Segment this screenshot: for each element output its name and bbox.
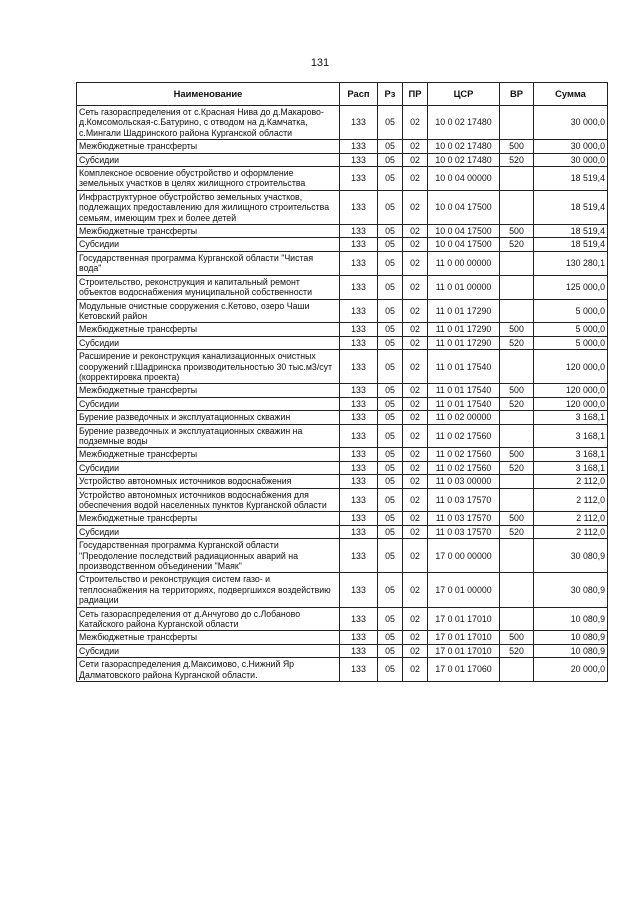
cell-csr: 11 0 03 17570 — [428, 512, 500, 525]
cell-rz: 05 — [378, 488, 403, 512]
table-header-row — [77, 83, 608, 106]
table-row — [77, 384, 608, 397]
cell-pr: 02 — [403, 461, 428, 474]
cell-csr: 10 0 02 17480 — [428, 153, 500, 166]
table-row — [77, 397, 608, 410]
cell-rasp: 133 — [340, 525, 378, 538]
cell-sum: 2 112,0 — [534, 488, 608, 512]
cell-sum: 30 000,0 — [534, 140, 608, 153]
cell-pr: 02 — [403, 644, 428, 657]
cell-rz: 05 — [378, 251, 403, 275]
cell-name: Строительство, реконструкция и капитальный ремонт объектов водоснабжения муниципальной собственности — [77, 275, 340, 299]
cell-name: Строительство и реконструкция систем газо- и теплоснабжения на территориях, подвергшихся воздействию радиации — [77, 573, 340, 607]
cell-name: Межбюджетные трансферты — [77, 140, 340, 153]
cell-pr: 02 — [403, 167, 428, 191]
cell-csr: 11 0 01 17290 — [428, 336, 500, 349]
cell-pr: 02 — [403, 106, 428, 140]
cell-rasp: 133 — [340, 644, 378, 657]
cell-vr — [500, 475, 534, 488]
cell-rz: 05 — [378, 238, 403, 251]
table-row — [77, 488, 608, 512]
cell-sum: 130 280,1 — [534, 251, 608, 275]
cell-name: Бурение разведочных и эксплуатационных скважин — [77, 411, 340, 424]
cell-rz: 05 — [378, 350, 403, 384]
table-row — [77, 336, 608, 349]
cell-rz: 05 — [378, 299, 403, 323]
cell-vr — [500, 658, 534, 682]
cell-pr: 02 — [403, 512, 428, 525]
cell-rz: 05 — [378, 323, 403, 336]
cell-csr: 11 0 01 17540 — [428, 384, 500, 397]
cell-sum: 30 000,0 — [534, 106, 608, 140]
table-row — [77, 512, 608, 525]
cell-sum: 3 168,1 — [534, 424, 608, 448]
cell-rasp: 133 — [340, 475, 378, 488]
cell-csr: 11 0 03 17570 — [428, 488, 500, 512]
cell-csr: 11 0 03 00000 — [428, 475, 500, 488]
cell-rasp: 133 — [340, 539, 378, 573]
cell-rasp: 133 — [340, 140, 378, 153]
cell-vr — [500, 424, 534, 448]
cell-rasp: 133 — [340, 384, 378, 397]
cell-name: Государственная программа Курганской области "Преодоление последствий радиационных аварий на производственном объединении "Маяк" — [77, 539, 340, 573]
cell-csr: 10 0 04 00000 — [428, 167, 500, 191]
cell-pr: 02 — [403, 190, 428, 224]
cell-pr: 02 — [403, 573, 428, 607]
cell-pr: 02 — [403, 251, 428, 275]
cell-name: Субсидии — [77, 153, 340, 166]
cell-rz: 05 — [378, 539, 403, 573]
cell-sum: 10 080,9 — [534, 631, 608, 644]
cell-pr: 02 — [403, 350, 428, 384]
cell-vr: 500 — [500, 225, 534, 238]
cell-csr: 10 0 02 17480 — [428, 140, 500, 153]
cell-vr — [500, 106, 534, 140]
cell-csr: 17 0 00 00000 — [428, 539, 500, 573]
cell-rasp: 133 — [340, 658, 378, 682]
cell-csr: 10 0 04 17500 — [428, 190, 500, 224]
cell-vr — [500, 251, 534, 275]
cell-vr — [500, 573, 534, 607]
cell-csr: 11 0 02 17560 — [428, 461, 500, 474]
cell-vr — [500, 350, 534, 384]
cell-vr — [500, 190, 534, 224]
table-row — [77, 140, 608, 153]
cell-name: Межбюджетные трансферты — [77, 323, 340, 336]
cell-sum: 20 000,0 — [534, 658, 608, 682]
cell-sum: 5 000,0 — [534, 323, 608, 336]
cell-csr: 17 0 01 17060 — [428, 658, 500, 682]
cell-rasp: 133 — [340, 397, 378, 410]
cell-vr: 520 — [500, 525, 534, 538]
cell-name: Межбюджетные трансферты — [77, 631, 340, 644]
cell-rz: 05 — [378, 658, 403, 682]
cell-rz: 05 — [378, 644, 403, 657]
cell-rasp: 133 — [340, 225, 378, 238]
cell-sum: 125 000,0 — [534, 275, 608, 299]
cell-rasp: 133 — [340, 275, 378, 299]
cell-csr: 10 0 04 17500 — [428, 225, 500, 238]
cell-csr: 11 0 01 17290 — [428, 323, 500, 336]
cell-name: Инфраструктурное обустройство земельных участков, подлежащих предоставлению для жилищного строительства семьям, имеющим трех и более детей — [77, 190, 340, 224]
cell-rz: 05 — [378, 190, 403, 224]
cell-sum: 3 168,1 — [534, 461, 608, 474]
cell-sum: 18 519,4 — [534, 225, 608, 238]
cell-vr — [500, 275, 534, 299]
cell-sum: 10 080,9 — [534, 607, 608, 631]
cell-csr: 11 0 02 17560 — [428, 448, 500, 461]
cell-sum: 3 168,1 — [534, 448, 608, 461]
cell-rasp: 133 — [340, 607, 378, 631]
cell-vr: 520 — [500, 153, 534, 166]
cell-pr: 02 — [403, 539, 428, 573]
cell-rasp: 133 — [340, 448, 378, 461]
cell-sum: 5 000,0 — [534, 299, 608, 323]
cell-name: Комплексное освоение обустройство и оформление земельных участков в целях жилищного строительства — [77, 167, 340, 191]
cell-rasp: 133 — [340, 488, 378, 512]
cell-name: Расширение и реконструкция канализационных очистных сооружений г.Шадринска производительностью 30 тыс.м3/сут (корректировка проекта) — [77, 350, 340, 384]
cell-sum: 18 519,4 — [534, 238, 608, 251]
cell-pr: 02 — [403, 397, 428, 410]
cell-vr: 520 — [500, 397, 534, 410]
cell-csr: 10 0 04 17500 — [428, 238, 500, 251]
table-row — [77, 461, 608, 474]
table-row — [77, 275, 608, 299]
cell-name: Субсидии — [77, 525, 340, 538]
cell-pr: 02 — [403, 225, 428, 238]
cell-csr: 11 0 02 17560 — [428, 424, 500, 448]
cell-rasp: 133 — [340, 153, 378, 166]
cell-name: Бурение разведочных и эксплуатационных скважин на подземные воды — [77, 424, 340, 448]
cell-name: Межбюджетные трансферты — [77, 512, 340, 525]
table-row — [77, 475, 608, 488]
cell-rasp: 133 — [340, 350, 378, 384]
cell-rasp: 133 — [340, 461, 378, 474]
cell-vr: 520 — [500, 461, 534, 474]
cell-sum: 2 112,0 — [534, 512, 608, 525]
cell-pr: 02 — [403, 658, 428, 682]
cell-rasp: 133 — [340, 323, 378, 336]
cell-rasp: 133 — [340, 238, 378, 251]
table-row — [77, 350, 608, 384]
cell-name: Модульные очистные сооружения с.Кетово, озеро Чаши Кетовский район — [77, 299, 340, 323]
cell-sum: 18 519,4 — [534, 190, 608, 224]
cell-csr: 11 0 00 00000 — [428, 251, 500, 275]
table-row — [77, 167, 608, 191]
cell-vr — [500, 411, 534, 424]
table-row — [77, 225, 608, 238]
cell-rz: 05 — [378, 106, 403, 140]
cell-pr: 02 — [403, 475, 428, 488]
cell-vr: 500 — [500, 512, 534, 525]
cell-pr: 02 — [403, 140, 428, 153]
cell-sum: 120 000,0 — [534, 384, 608, 397]
cell-rasp: 133 — [340, 251, 378, 275]
cell-pr: 02 — [403, 631, 428, 644]
header-sum: Сумма — [534, 83, 608, 106]
cell-name: Сеть газораспределения от д.Анчугово до с.Лобаново Катайского района Курганской области — [77, 607, 340, 631]
cell-name: Субсидии — [77, 461, 340, 474]
cell-pr: 02 — [403, 275, 428, 299]
cell-pr: 02 — [403, 323, 428, 336]
table-row — [77, 539, 608, 573]
cell-vr: 500 — [500, 384, 534, 397]
cell-name: Сеть газораспределения от с.Красная Нива до д.Макарово-д.Комсомольская-с.Батурино, с отводом на д.Камчатка, с.Мингали Шадринского района Курганской области — [77, 106, 340, 140]
cell-name: Субсидии — [77, 238, 340, 251]
cell-pr: 02 — [403, 336, 428, 349]
cell-pr: 02 — [403, 607, 428, 631]
cell-rasp: 133 — [340, 631, 378, 644]
cell-vr: 520 — [500, 336, 534, 349]
budget-table — [76, 82, 608, 682]
cell-name: Субсидии — [77, 336, 340, 349]
cell-vr: 520 — [500, 644, 534, 657]
cell-pr: 02 — [403, 488, 428, 512]
cell-vr — [500, 167, 534, 191]
table-body — [77, 106, 608, 682]
cell-pr: 02 — [403, 238, 428, 251]
cell-rz: 05 — [378, 140, 403, 153]
table-row — [77, 299, 608, 323]
cell-sum: 10 080,9 — [534, 644, 608, 657]
cell-rz: 05 — [378, 512, 403, 525]
cell-csr: 11 0 02 00000 — [428, 411, 500, 424]
header-rasp: Расп — [340, 83, 378, 106]
cell-vr — [500, 299, 534, 323]
cell-rasp: 133 — [340, 106, 378, 140]
cell-sum: 18 519,4 — [534, 167, 608, 191]
header-pr: ПР — [403, 83, 428, 106]
cell-csr: 11 0 03 17570 — [428, 525, 500, 538]
cell-pr: 02 — [403, 525, 428, 538]
cell-name: Государственная программа Курганской области "Чистая вода" — [77, 251, 340, 275]
cell-csr: 17 0 01 17010 — [428, 644, 500, 657]
cell-vr: 520 — [500, 238, 534, 251]
cell-csr: 17 0 01 17010 — [428, 607, 500, 631]
cell-sum: 120 000,0 — [534, 350, 608, 384]
cell-rz: 05 — [378, 631, 403, 644]
table-row — [77, 631, 608, 644]
cell-vr — [500, 607, 534, 631]
cell-rz: 05 — [378, 384, 403, 397]
cell-rz: 05 — [378, 336, 403, 349]
cell-rasp: 133 — [340, 336, 378, 349]
cell-csr: 17 0 01 17010 — [428, 631, 500, 644]
page-number: 131 — [310, 57, 330, 69]
cell-rasp: 133 — [340, 167, 378, 191]
header-name: Наименование — [77, 83, 340, 106]
table-row — [77, 424, 608, 448]
cell-name: Межбюджетные трансферты — [77, 384, 340, 397]
cell-rz: 05 — [378, 225, 403, 238]
table-row — [77, 251, 608, 275]
cell-sum: 5 000,0 — [534, 336, 608, 349]
cell-sum: 3 168,1 — [534, 411, 608, 424]
cell-rasp: 133 — [340, 190, 378, 224]
cell-rz: 05 — [378, 397, 403, 410]
cell-csr: 11 0 01 00000 — [428, 275, 500, 299]
cell-vr: 500 — [500, 140, 534, 153]
cell-name: Субсидии — [77, 644, 340, 657]
table-row — [77, 658, 608, 682]
cell-name: Устройство автономных источников водоснабжения для обеспечения водой населенных пунктов Курганской области — [77, 488, 340, 512]
cell-vr: 500 — [500, 448, 534, 461]
cell-csr: 11 0 01 17290 — [428, 299, 500, 323]
table-row — [77, 238, 608, 251]
cell-vr: 500 — [500, 323, 534, 336]
cell-vr — [500, 539, 534, 573]
cell-vr — [500, 488, 534, 512]
cell-pr: 02 — [403, 384, 428, 397]
cell-name: Межбюджетные трансферты — [77, 225, 340, 238]
cell-pr: 02 — [403, 153, 428, 166]
table-row — [77, 607, 608, 631]
cell-pr: 02 — [403, 424, 428, 448]
cell-csr: 10 0 02 17480 — [428, 106, 500, 140]
cell-rasp: 133 — [340, 411, 378, 424]
table-row — [77, 644, 608, 657]
header-rz: Рз — [378, 83, 403, 106]
cell-vr: 500 — [500, 631, 534, 644]
table-row — [77, 323, 608, 336]
table-row — [77, 573, 608, 607]
table-row — [77, 448, 608, 461]
cell-rz: 05 — [378, 573, 403, 607]
cell-name: Субсидии — [77, 397, 340, 410]
cell-sum: 30 080,9 — [534, 539, 608, 573]
header-csr: ЦСР — [428, 83, 500, 106]
table-row — [77, 153, 608, 166]
cell-pr: 02 — [403, 448, 428, 461]
header-vr: ВР — [500, 83, 534, 106]
table-row — [77, 411, 608, 424]
cell-csr: 17 0 01 00000 — [428, 573, 500, 607]
table-row — [77, 106, 608, 140]
cell-rz: 05 — [378, 525, 403, 538]
cell-rz: 05 — [378, 153, 403, 166]
cell-pr: 02 — [403, 411, 428, 424]
cell-csr: 11 0 01 17540 — [428, 397, 500, 410]
cell-sum: 30 080,9 — [534, 573, 608, 607]
cell-name: Сети газораспределения д.Максимово, с.Нижний Яр Далматовского района Курганской области. — [77, 658, 340, 682]
cell-sum: 120 000,0 — [534, 397, 608, 410]
cell-sum: 2 112,0 — [534, 525, 608, 538]
cell-rz: 05 — [378, 167, 403, 191]
cell-rz: 05 — [378, 475, 403, 488]
cell-rz: 05 — [378, 461, 403, 474]
cell-rasp: 133 — [340, 512, 378, 525]
cell-rasp: 133 — [340, 299, 378, 323]
cell-csr: 11 0 01 17540 — [428, 350, 500, 384]
cell-rz: 05 — [378, 448, 403, 461]
table-row — [77, 525, 608, 538]
cell-pr: 02 — [403, 299, 428, 323]
cell-name: Устройство автономных источников водоснабжения — [77, 475, 340, 488]
cell-rz: 05 — [378, 607, 403, 631]
cell-rasp: 133 — [340, 424, 378, 448]
cell-rz: 05 — [378, 424, 403, 448]
cell-name: Межбюджетные трансферты — [77, 448, 340, 461]
cell-sum: 2 112,0 — [534, 475, 608, 488]
cell-sum: 30 000,0 — [534, 153, 608, 166]
cell-rz: 05 — [378, 411, 403, 424]
table-row — [77, 190, 608, 224]
cell-rasp: 133 — [340, 573, 378, 607]
cell-rz: 05 — [378, 275, 403, 299]
